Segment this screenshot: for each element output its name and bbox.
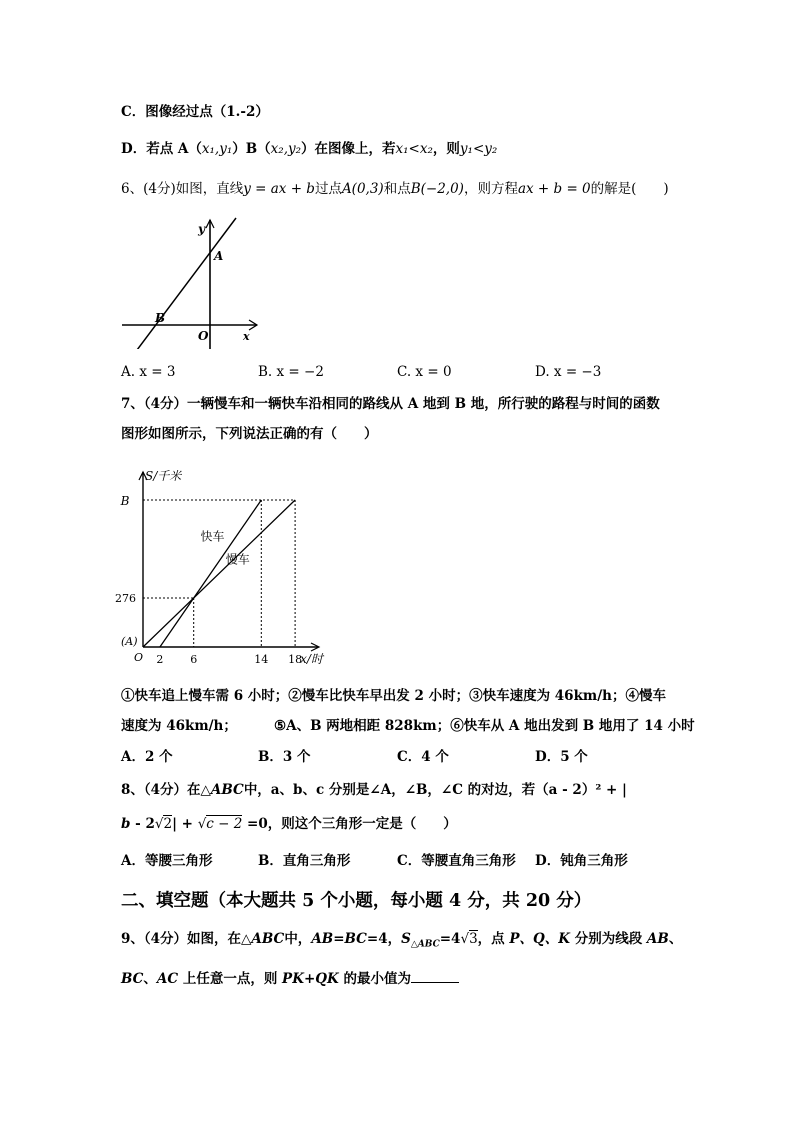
q6-label-a: A bbox=[214, 249, 224, 263]
q7-y-tick-b: B bbox=[120, 494, 130, 508]
q9-sqrt3: 3 bbox=[469, 931, 478, 947]
q6-figure bbox=[115, 214, 265, 349]
q7-statements-line2b: ⑤A、B 两地相距 828km；⑥快车从 A 地出发到 B 地用了 14 小时 bbox=[274, 718, 695, 734]
q8-option-a: A．等腰三角形 bbox=[121, 853, 213, 869]
q6-label-o: O bbox=[198, 329, 209, 343]
q7-option-c: C．4 个 bbox=[397, 749, 449, 765]
q7-option-a: A．2 个 bbox=[121, 749, 173, 765]
q7-series-fast bbox=[160, 500, 261, 647]
q6-label-y: y bbox=[198, 222, 205, 236]
q9-line1: 9、（4分）如图，在△ABC中，AB=BC=4，$S_{\triangle ABC}=4√3$，点 P、Q、K 分别为线段 AB、 bbox=[121, 931, 683, 950]
q6-stem: 6、(4分)如图，直线y = ax + b过点A(0,3)和点B(−2,0)，则方程ax + b = 0的解是( ) bbox=[121, 181, 669, 197]
q7-y-tick-276: 276 bbox=[115, 592, 136, 605]
q7-x-tick-18: 18 bbox=[288, 653, 303, 666]
q7-label-fast: 快车 bbox=[200, 529, 225, 544]
q7-statements-line1: ①快车追上慢车需 6 小时；②慢车比快车早出发 2 小时；③快车速度为 46km/h；④慢车 bbox=[121, 688, 666, 704]
q7-x-tick-2: 2 bbox=[156, 653, 164, 666]
q5-option-d: D．若点 A（x₁,y₁）B（x₂,y₂）在图像上，若x₁<x₂，则y₁<y₂ bbox=[121, 141, 498, 157]
q7-origin-o-label: O bbox=[134, 651, 144, 664]
q7-x-tick-14: 14 bbox=[254, 653, 269, 666]
q9-line2: BC、AC 上任意一点，则 PK+QK 的最小值为 bbox=[121, 968, 459, 988]
q7-stem-line2: 图形如图所示，下列说法正确的有（ ） bbox=[121, 426, 378, 442]
q8-line1: 8、（4分）在△ABC中，a、b、c 分别是∠A，∠B，∠C 的对边，若（a - 2）² + | bbox=[121, 782, 627, 798]
q7-y-axis-label: S/千米 bbox=[145, 469, 182, 483]
q7-stem-line1: 7、（4分）一辆慢车和一辆快车沿相同的路线从 A 地到 B 地，所行驶的路程与时间的函数 bbox=[121, 396, 660, 412]
q6-label-b: B bbox=[155, 311, 166, 325]
q7-label-slow: 慢车 bbox=[225, 552, 250, 567]
q6-option-a: A. x = 3 bbox=[121, 364, 176, 380]
q8-sqrt-c: c − 2 bbox=[206, 816, 243, 832]
q7-statements-line2a: 速度为 46km/h； bbox=[121, 718, 237, 734]
section-fill-blank-title: 二、填空题（本大题共 5 个小题，每小题 4 分，共 20 分） bbox=[121, 891, 592, 911]
q7-origin-a-label: (A) bbox=[121, 635, 138, 648]
q6-option-b: B. x = −2 bbox=[258, 364, 324, 380]
q8-option-c: C．等腰直角三角形 bbox=[397, 853, 516, 869]
q7-series-slow bbox=[143, 500, 295, 647]
q8-option-b: B．直角三角形 bbox=[258, 853, 351, 869]
q8-option-d: D．钝角三角形 bbox=[535, 853, 628, 869]
q9-answer-blank[interactable] bbox=[411, 968, 459, 983]
q8-line2: b - 2√2| + √c − 2 =0，则这个三角形一定是（ ） bbox=[121, 816, 457, 832]
q7-chart bbox=[110, 460, 340, 675]
q8-sqrt2: 2 bbox=[163, 816, 173, 832]
q6-label-x: x bbox=[243, 330, 250, 343]
q6-option-c: C. x = 0 bbox=[397, 364, 452, 380]
q5-option-c: C．图像经过点（1.-2） bbox=[121, 104, 269, 120]
q7-x-tick-6: 6 bbox=[190, 653, 198, 666]
q6-option-d: D. x = −3 bbox=[535, 364, 602, 380]
q7-option-d: D．5 个 bbox=[535, 749, 588, 765]
q7-option-b: B．3 个 bbox=[258, 749, 311, 765]
q7-x-axis-label: x/时 bbox=[300, 652, 323, 666]
q6-line bbox=[137, 218, 236, 349]
